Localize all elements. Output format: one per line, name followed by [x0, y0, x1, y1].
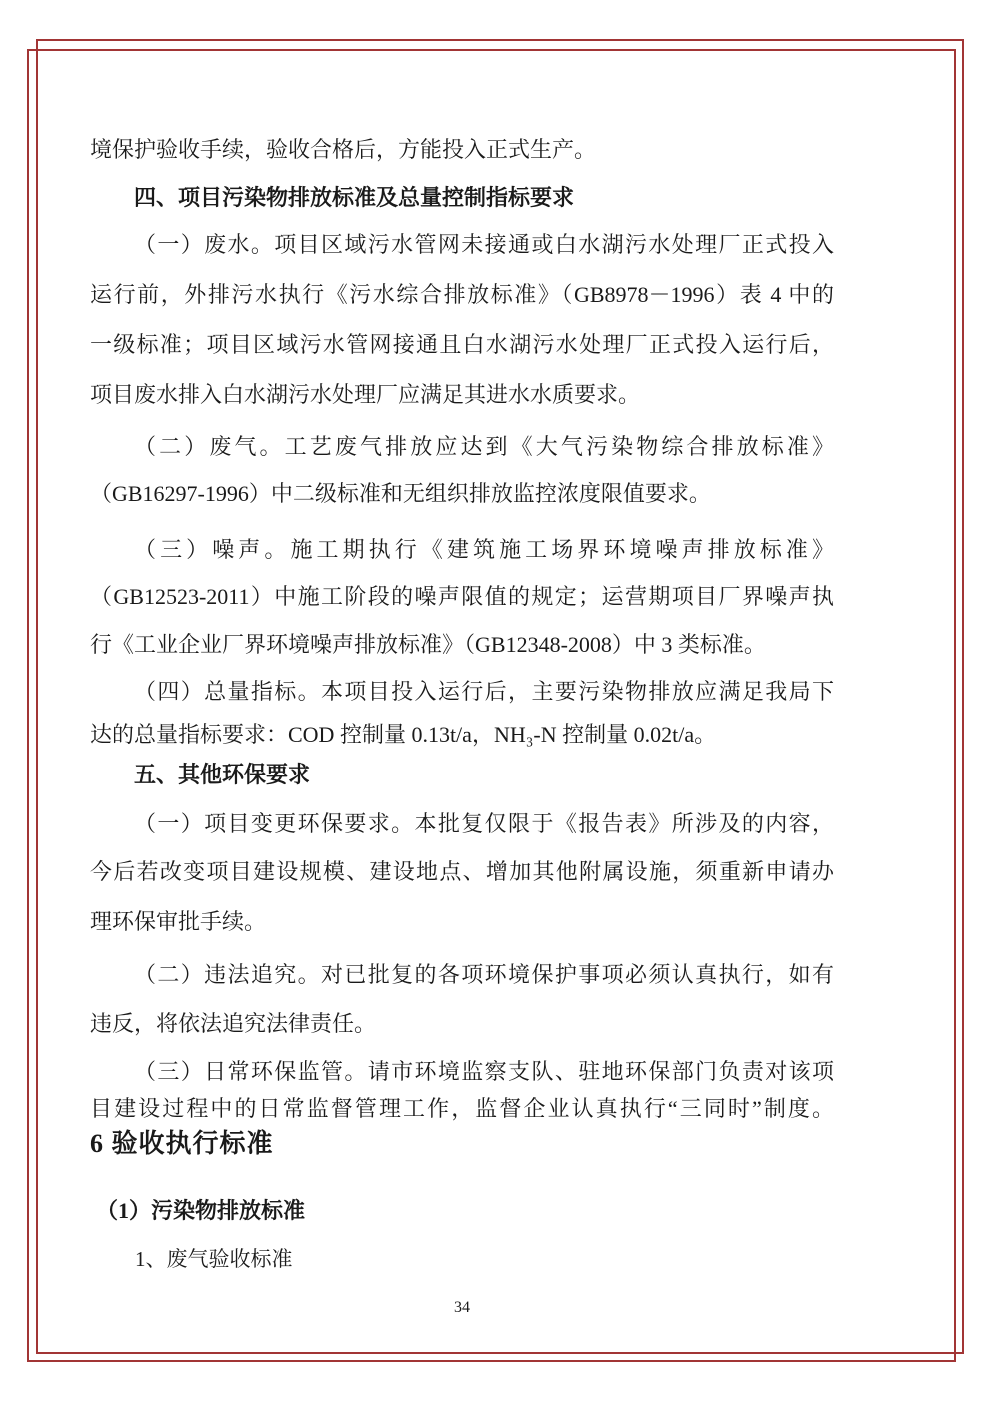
body-line-18: （三）日常环保监管。请市环境监察支队、驻地环保部门负责对该项 [134, 1059, 834, 1084]
heading-item-1: 1、废气验收标准 [135, 1247, 293, 1271]
heading-section-4: 四、项目污染物排放标准及总量控制指标要求 [134, 185, 575, 210]
heading-subsection-1: （1）污染物排放标准 [96, 1198, 306, 1223]
body-line-9: （GB12523-2011）中施工阶段的噪声限值的规定；运营期项目厂界噪声执 [90, 584, 834, 609]
heading-section-5: 五、其他环保要求 [134, 762, 311, 787]
body-line-5: 项目废水排入白水湖污水处理厂应满足其进水水质要求。 [90, 382, 641, 407]
body-line-4: 一级标准；项目区域污水管网接通且白水湖污水处理厂正式投入运行后， [90, 332, 834, 357]
body-line-1: 境保护验收手续，验收合格后，方能投入正式生产。 [90, 137, 597, 162]
body-line-19: 目建设过程中的日常监督管理工作，监督企业认真执行“三同时”制度。 [90, 1096, 834, 1121]
body-line-16: （二）违法追究。对已批复的各项环境保护事项必须认真执行，如有 [134, 962, 834, 987]
body-line-11: （四）总量指标。本项目投入运行后，主要污染物排放应满足我局下 [134, 679, 834, 704]
body-line-17: 违反，将依法追究法律责任。 [90, 1011, 377, 1036]
body-line-12: 达的总量指标要求：COD 控制量 0.13t/a，NH₃-N 控制量 0.02t/a。 [90, 722, 717, 747]
body-line-15: 理环保审批手续。 [90, 909, 267, 934]
body-line-8: （三）噪声。施工期执行《建筑施工场界环境噪声排放标准》 [134, 537, 834, 562]
body-line-6: （二）废气。工艺废气排放应达到《大气污染物综合排放标准》 [134, 434, 834, 459]
heading-chapter-6: 6 验收执行标准 [90, 1129, 274, 1158]
body-line-10: 行《工业企业厂界环境噪声排放标准》（GB12348-2008）中 3 类标准。 [90, 632, 766, 657]
body-line-14: 今后若改变项目建设规模、建设地点、增加其他附属设施，须重新申请办 [90, 859, 834, 884]
body-line-2: （一）废水。项目区域污水管网未接通或白水湖污水处理厂正式投入 [134, 232, 834, 257]
page-number: 34 [454, 1299, 470, 1316]
body-line-3: 运行前，外排污水执行《污水综合排放标准》（GB8978－1996）表 4 中的 [90, 282, 834, 307]
body-line-7: （GB16297-1996）中二级标准和无组织排放监控浓度限值要求。 [90, 481, 711, 506]
body-line-13: （一）项目变更环保要求。本批复仅限于《报告表》所涉及的内容， [134, 811, 834, 836]
